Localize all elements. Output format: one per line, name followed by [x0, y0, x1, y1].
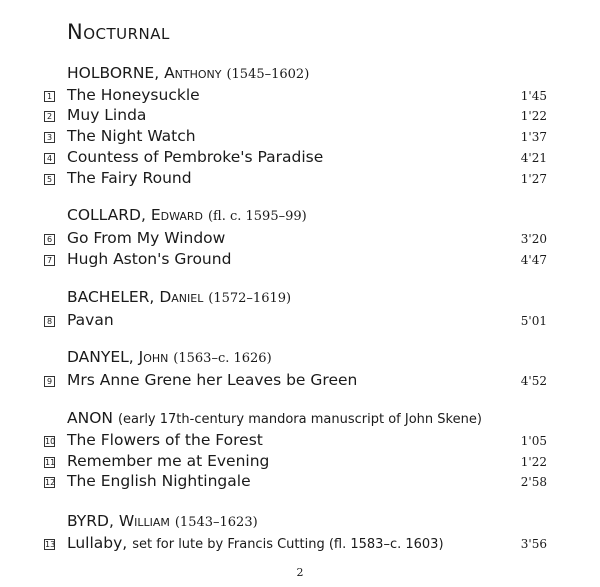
track-row	[0, 250, 600, 270]
track-row	[0, 534, 600, 554]
track-title: The Honeysuckle	[67, 86, 200, 104]
composer-surname: DANYEL,	[67, 348, 134, 366]
track-title: The Fairy Round	[67, 169, 192, 187]
track-title: The English Nightingale	[67, 472, 251, 490]
track-number: 3	[44, 132, 55, 143]
composer-surname: HOLBORNE,	[67, 64, 160, 82]
track-row	[0, 86, 600, 106]
composer-dates: (1563–c. 1626)	[173, 351, 272, 366]
track-duration: 1'05	[520, 434, 547, 448]
track-duration: 3'20	[520, 232, 547, 246]
track-title: Remember me at Evening	[67, 452, 270, 470]
composer-dates: (fl. c. 1595–99)	[207, 209, 307, 224]
composer-first-name: William	[118, 512, 170, 530]
track-row	[0, 148, 600, 168]
track-title: Mrs Anne Grene her Leaves be Green	[67, 371, 358, 389]
track-duration: 1'22	[520, 109, 547, 123]
track-row	[0, 229, 600, 249]
track-number: 12	[45, 478, 56, 487]
track-row	[0, 431, 600, 451]
composer-surname: ANON	[67, 409, 113, 427]
track-duration: 1'27	[520, 172, 547, 186]
composer-dates: (1572–1619)	[208, 291, 292, 306]
track-number: 6	[44, 234, 55, 245]
track-number: 10	[45, 437, 56, 446]
track-duration: 5'01	[520, 314, 547, 328]
composer-surname: COLLARD,	[67, 206, 146, 224]
track-title	[67, 534, 444, 552]
track-number: 1	[44, 91, 55, 102]
composer-dates: (1543–1623)	[174, 515, 258, 530]
track-title: Countess of Pembroke's Paradise	[67, 148, 324, 166]
track-row	[0, 169, 600, 189]
track-title: Hugh Aston's Ground	[67, 250, 232, 268]
track-title: The Night Watch	[67, 127, 196, 145]
track-number: 13	[45, 540, 56, 549]
composer-first-name: Edward	[150, 206, 204, 224]
track-title: Muy Linda	[67, 106, 147, 124]
composer-heading	[67, 348, 272, 366]
track-number: 5	[44, 174, 55, 185]
track-duration: 2'58	[520, 475, 547, 489]
track-duration: 1'37	[520, 130, 547, 144]
page-title: Nocturnal	[67, 20, 170, 44]
track-number: 9	[44, 376, 55, 387]
track-title: The Flowers of the Forest	[67, 431, 263, 449]
track-row	[0, 452, 600, 472]
track-number: 2	[44, 111, 55, 122]
composer-dates: (early 17th-century mandora manuscript of John Skene)	[117, 412, 482, 427]
composer-first-name: Anthony	[164, 64, 222, 82]
track-row	[0, 311, 600, 331]
track-note: set for lute by Francis Cutting (fl. 1583–c. 1603)	[132, 537, 444, 552]
composer-heading	[67, 206, 307, 224]
track-row	[0, 472, 600, 492]
track-number: 8	[44, 316, 55, 327]
composer-heading	[67, 512, 258, 530]
track-row	[0, 371, 600, 391]
composer-dates: (1545–1602)	[226, 67, 310, 82]
composer-heading	[67, 288, 291, 306]
track-duration: 4'52	[520, 374, 547, 388]
track-number: 7	[44, 255, 55, 266]
track-number: 11	[45, 458, 56, 467]
track-number: 4	[44, 153, 55, 164]
track-row	[0, 106, 600, 126]
track-duration: 1'22	[520, 455, 547, 469]
composer-heading	[67, 64, 309, 82]
track-row	[0, 127, 600, 147]
track-title-text: Lullaby,	[67, 534, 128, 552]
page-number: 2	[296, 566, 304, 579]
composer-first-name: John	[138, 348, 169, 366]
composer-surname: BYRD,	[67, 512, 114, 530]
track-duration: 4'47	[520, 253, 547, 267]
track-duration: 3'56	[520, 537, 547, 551]
composer-heading	[67, 409, 482, 427]
track-duration: 1'45	[520, 89, 547, 103]
track-title: Go From My Window	[67, 229, 226, 247]
track-title: Pavan	[67, 311, 114, 329]
track-duration: 4'21	[520, 151, 547, 165]
composer-surname: BACHELER,	[67, 288, 155, 306]
composer-first-name: Daniel	[159, 288, 204, 306]
